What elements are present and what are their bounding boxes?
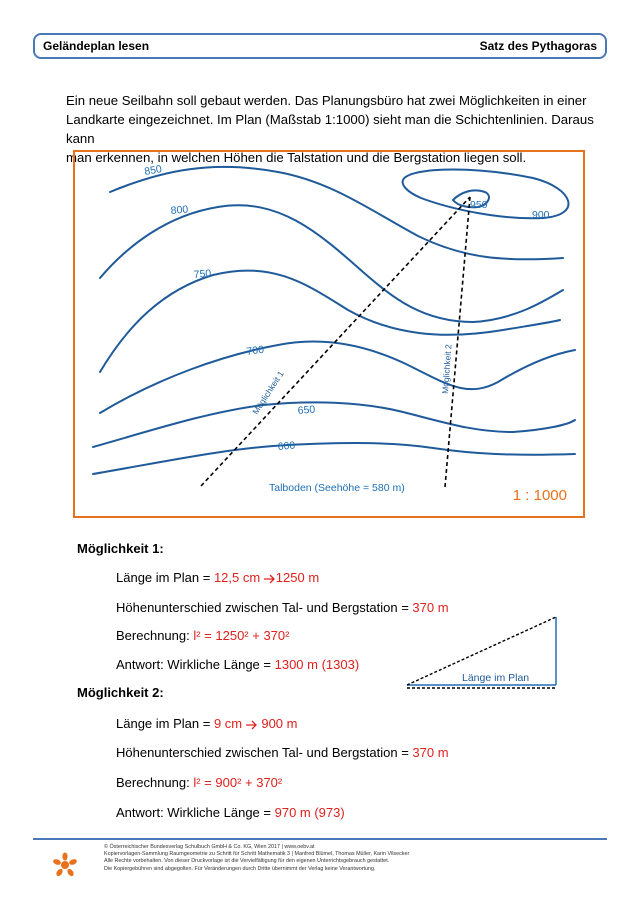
triangle-sketch: [404, 609, 564, 691]
option1-length-real: 1250 m: [275, 570, 320, 585]
option2-length-plan: 9 cm: [213, 716, 246, 731]
option2-answer-value: 970 m (973): [274, 805, 345, 820]
triangle-label: Länge im Plan: [462, 672, 530, 684]
contour-label-750: 750: [193, 267, 212, 281]
contour-label-600: 600: [277, 439, 296, 453]
arrow-right-icon: [246, 720, 258, 730]
valley-label: Talboden (Seehöhe = 580 m): [269, 482, 405, 494]
option2-answer-label: Antwort: Wirkliche Länge =: [116, 805, 275, 820]
option2-line: [445, 197, 470, 487]
option1-height-value: 370 m: [412, 600, 449, 615]
publisher-logo-icon: [52, 852, 78, 878]
option2-height-row: [116, 745, 449, 760]
contour-label-950: 950: [470, 199, 488, 211]
contour-750: [100, 270, 560, 372]
option1-calc-label: Berechnung:: [116, 628, 194, 643]
option2-label: Möglichkeit 2: [440, 343, 454, 395]
contour-label-700: 700: [245, 343, 265, 358]
contour-800: [100, 205, 563, 322]
header-right-title: Satz des Pythagoras: [479, 39, 597, 53]
map-frame: [74, 151, 584, 517]
contour-600: [93, 443, 575, 474]
option2-length-row: [116, 716, 297, 731]
contour-label-850: 850: [143, 163, 163, 178]
option1-height-row: [116, 600, 449, 615]
footer-copyright: [104, 844, 564, 873]
contour-label-650: 650: [297, 403, 316, 417]
header-left-title: Geländeplan lesen: [43, 39, 150, 53]
option1-answer-row: [116, 657, 359, 672]
contour-label-900: 900: [532, 209, 550, 221]
contour-label-800: 800: [170, 203, 189, 217]
option1-answer-label: Antwort: Wirkliche Länge =: [116, 657, 275, 672]
option2-calc-row: [116, 775, 282, 790]
footer-line: Alle Rechte vorbehalten. Von dieser Druckvorlage ist die Vervielfältigung für den eigenen Unterrichtsgebrauch gestattet.: [104, 858, 390, 865]
option2-calc-value: l² = 900² + 370²: [193, 775, 283, 790]
map-scale: 1 : 1000: [512, 487, 567, 504]
option2-height-value: 370 m: [412, 745, 449, 760]
option2-title: Möglichkeit 2:: [77, 685, 164, 700]
intro-line: Ein neue Seilbahn soll gebaut werden. Das Planungsbüro hat zwei Möglichkeiten in einer: [66, 93, 587, 108]
contour-map: [73, 150, 585, 518]
option2-answer-row: [116, 805, 345, 820]
option1-calc-value: l² = 1250² + 370²: [193, 628, 290, 643]
footer-line: Kopiervorlagen-Sammlung Raumgeometrie zu Schritt für Schritt Mathematik 3 | Manfred Blümel, Thomas Müller, Karin Vilsecker: [104, 851, 410, 858]
page-header: [33, 33, 607, 59]
footer-line: Die Kopiergebühren sind abgegolten. Für Veränderungen durch Dritte übernimmt der Verlag keine Verantwortung.: [104, 865, 376, 872]
option1-length-row: [116, 570, 319, 585]
arrow-right-icon: [264, 574, 276, 584]
option1-length-plan: 12,5 cm: [213, 570, 264, 585]
contour-650: [93, 402, 575, 447]
option1-height-label: Höhenunterschied zwischen Tal- und Bergstation =: [116, 600, 413, 615]
option1-calc-row: [116, 628, 289, 643]
option2-length-real: 900 m: [257, 716, 298, 731]
option1-title: Möglichkeit 1:: [77, 541, 164, 556]
contour-map-drawing: [73, 150, 585, 518]
option2-calc-label: Berechnung:: [116, 775, 194, 790]
option1-answer-value: 1300 m (1303): [274, 657, 360, 672]
footer-line: © Österreichischer Bundesverlag Schulbuch GmbH & Co. KG, Wien 2017 | www.oebv.at: [104, 844, 315, 850]
option2-height-label: Höhenunterschied zwischen Tal- und Bergstation =: [116, 745, 413, 760]
intro-line: man erkennen, in welchen Höhen die Talstation und die Bergstation liegen soll.: [66, 150, 527, 165]
option2-length-label: Länge im Plan =: [116, 716, 214, 731]
option1-length-label: Länge im Plan =: [116, 570, 214, 585]
footer-divider: [33, 838, 607, 840]
option1-label: Möglichkeit 1: [250, 369, 286, 417]
intro-line: Landkarte eingezeichnet. Im Plan (Maßstab 1:1000) sieht man die Schichtenlinien. Daraus kann: [66, 112, 594, 146]
